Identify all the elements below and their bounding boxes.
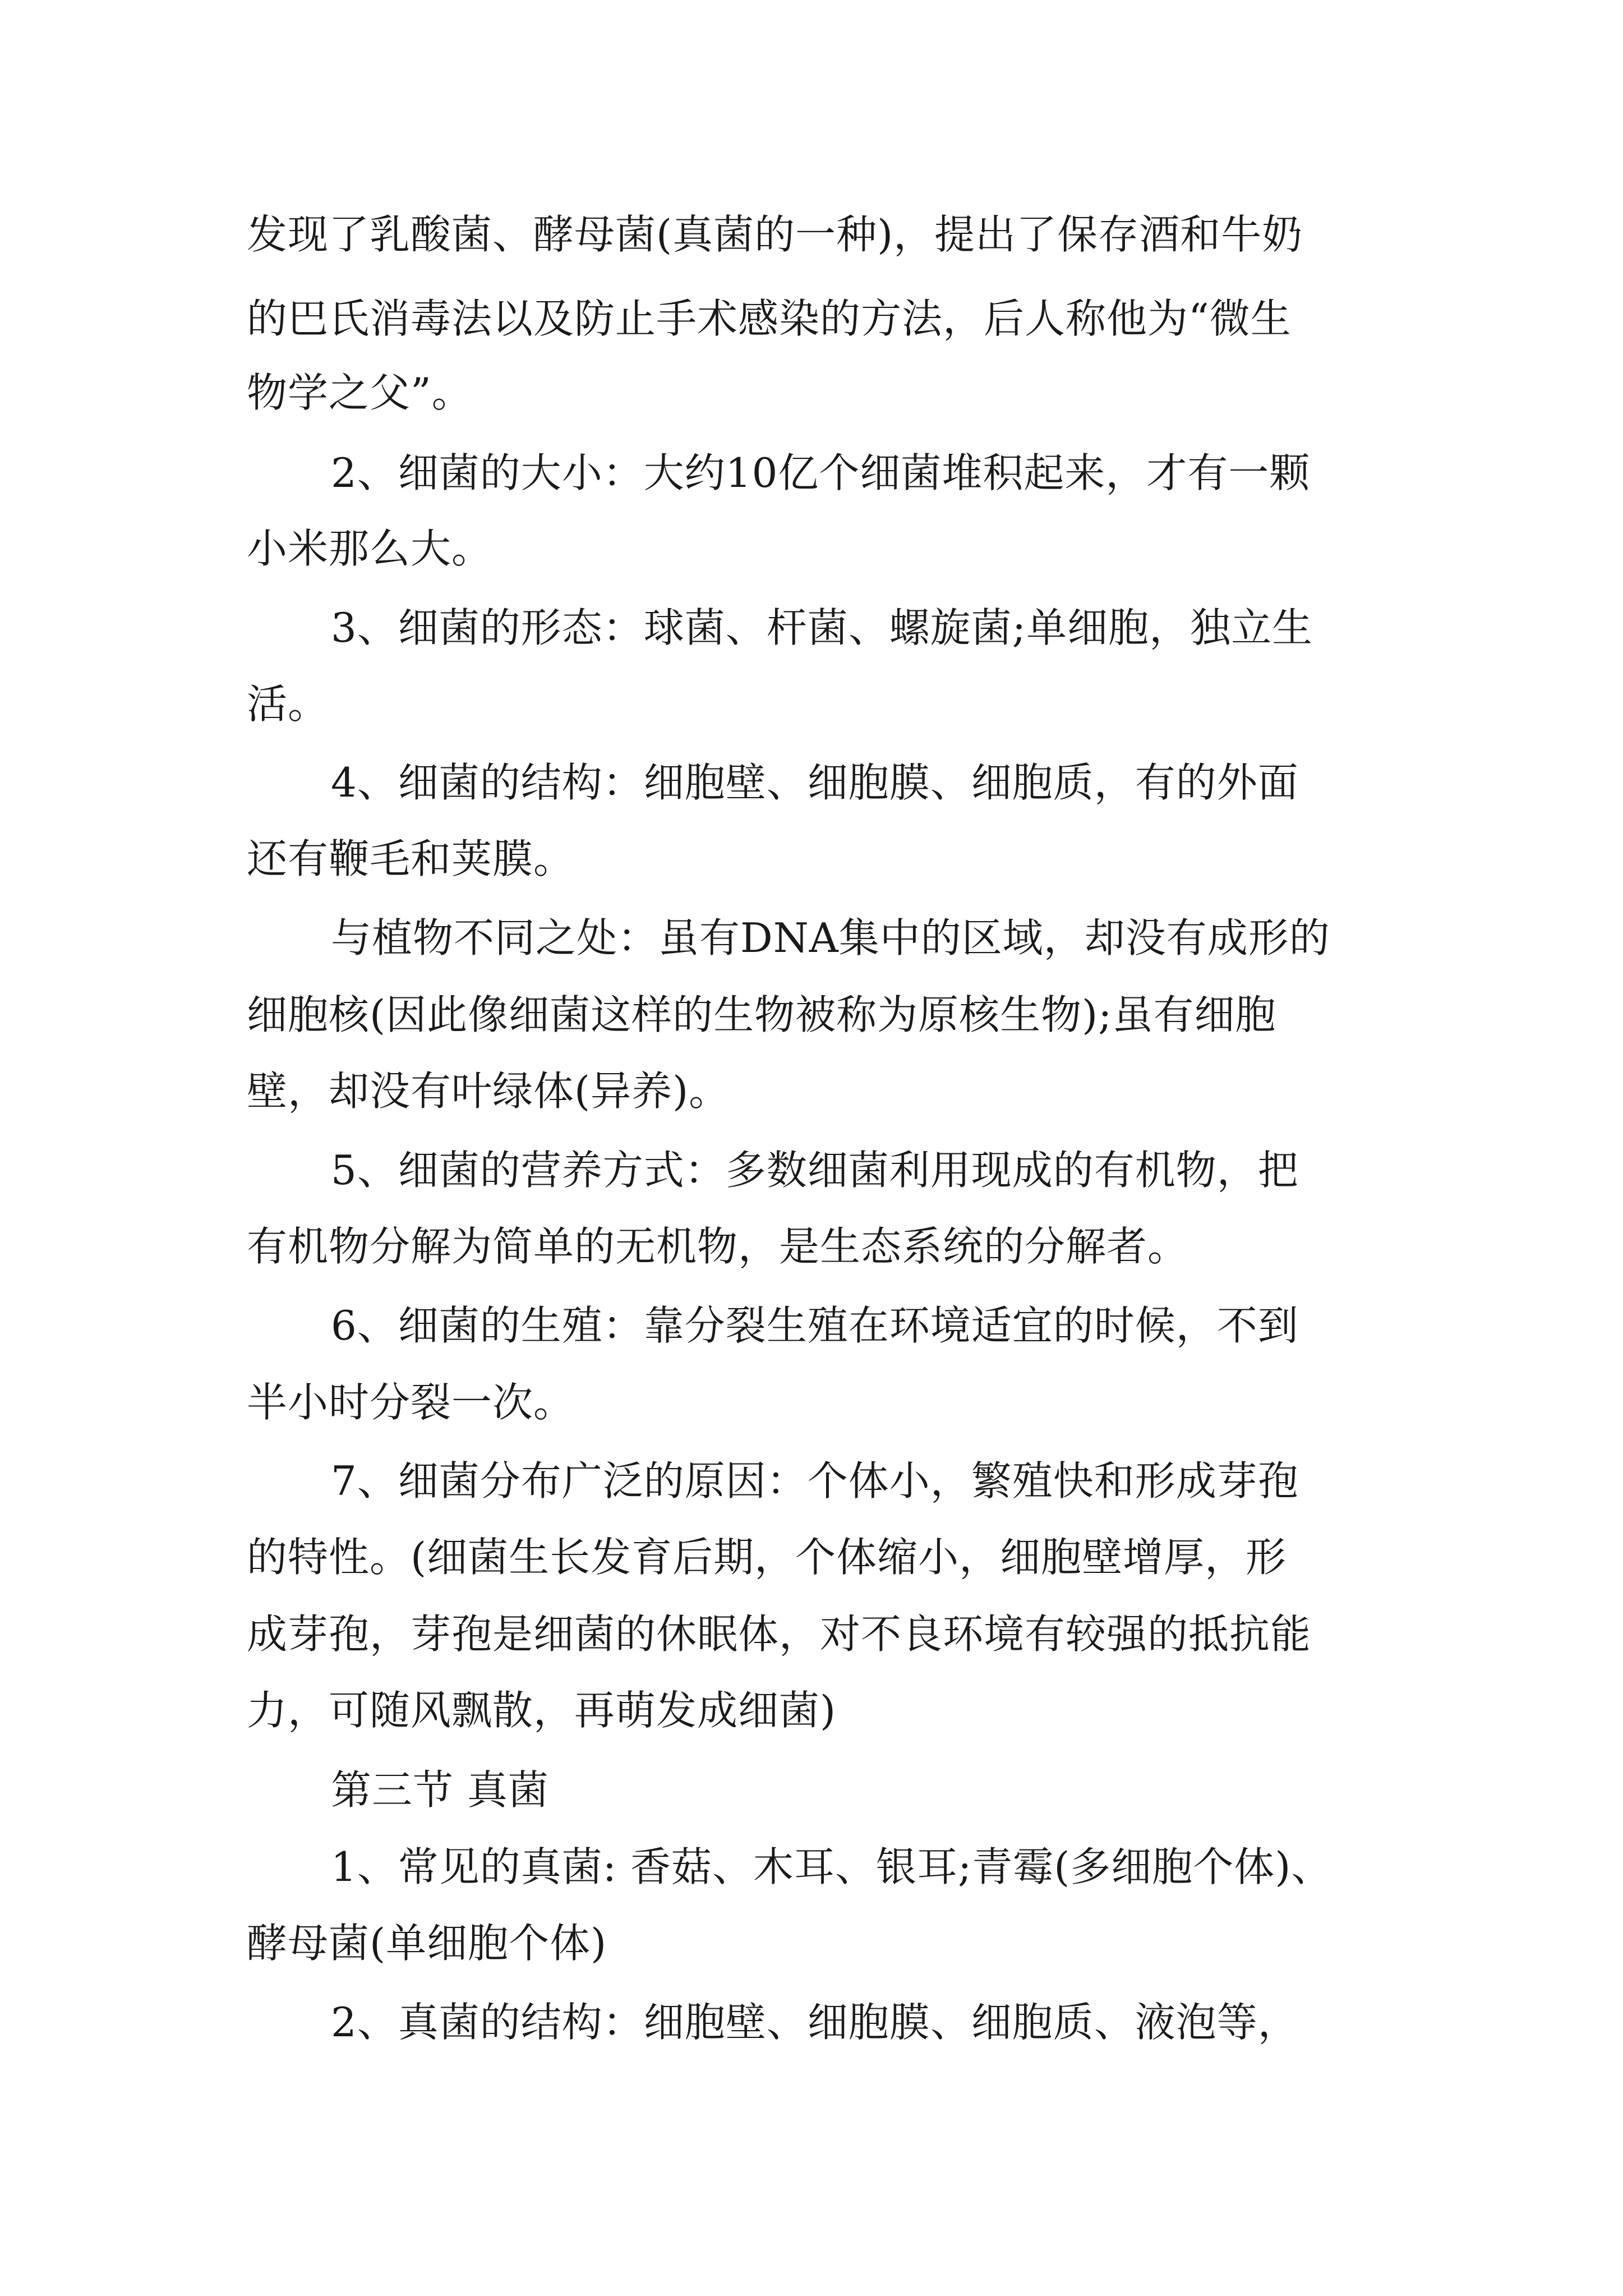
text-line: 4、细菌的结构：细胞壁、细胞膜、细胞质，有的外面 — [331, 759, 1299, 806]
text-line: 力，可随风飘散，再萌发成细菌) — [247, 1687, 837, 1734]
text-line: 的巴氏消毒法以及防止手术感染的方法，后人称他为“微生 — [247, 295, 1292, 342]
text-line: 发现了乳酸菌、酵母菌(真菌的一种)，提出了保存酒和牛奶 — [247, 211, 1303, 258]
text-line: 半小时分裂一次。 — [247, 1379, 575, 1426]
text-line: 7、细菌分布广泛的原因：个体小，繁殖快和形成芽孢 — [331, 1457, 1299, 1504]
text-line: 3、细菌的形态：球菌、杆菌、螺旋菌;单细胞，独立生 — [331, 604, 1313, 651]
text-line: 与植物不同之处：虽有DNA集中的区域，却没有成形的 — [331, 914, 1330, 961]
text-line: 物学之父”。 — [247, 369, 473, 416]
text-line: 的特性。(细菌生长发育后期，个体缩小，细胞壁增厚，形 — [247, 1534, 1287, 1581]
text-line: 细胞核(因此像细菌这样的生物被称为原核生物);虽有细胞 — [247, 991, 1276, 1038]
text-line: 活。 — [247, 680, 329, 728]
text-line: 1、常见的真菌: 香菇、木耳、银耳;青霉(多细胞个体)、 — [331, 1843, 1332, 1890]
text-line: 成芽孢，芽孢是细菌的休眠体，对不良环境有较强的抵抗能 — [247, 1611, 1312, 1658]
text-line: 壁，却没有叶绿体(异养)。 — [247, 1068, 730, 1115]
section-heading: 第三节 真菌 — [331, 1766, 549, 1814]
text-line: 有机物分解为简单的无机物，是生态系统的分解者。 — [247, 1223, 1189, 1270]
text-line: 还有鞭毛和荚膜。 — [247, 835, 575, 882]
text-line: 5、细菌的营养方式：多数细菌利用现成的有机物，把 — [331, 1147, 1299, 1194]
text-line: 2、真菌的结构：细胞壁、细胞膜、细胞质、液泡等， — [331, 1999, 1299, 2046]
text-line: 6、细菌的生殖：靠分裂生殖在环境适宜的时候，不到 — [331, 1302, 1299, 1349]
text-line: 2、细菌的大小：大约10亿个细菌堆积起来，才有一颗 — [331, 449, 1311, 496]
text-line: 酵母菌(单细胞个体) — [247, 1920, 607, 1967]
text-line: 小米那么大。 — [247, 525, 493, 572]
